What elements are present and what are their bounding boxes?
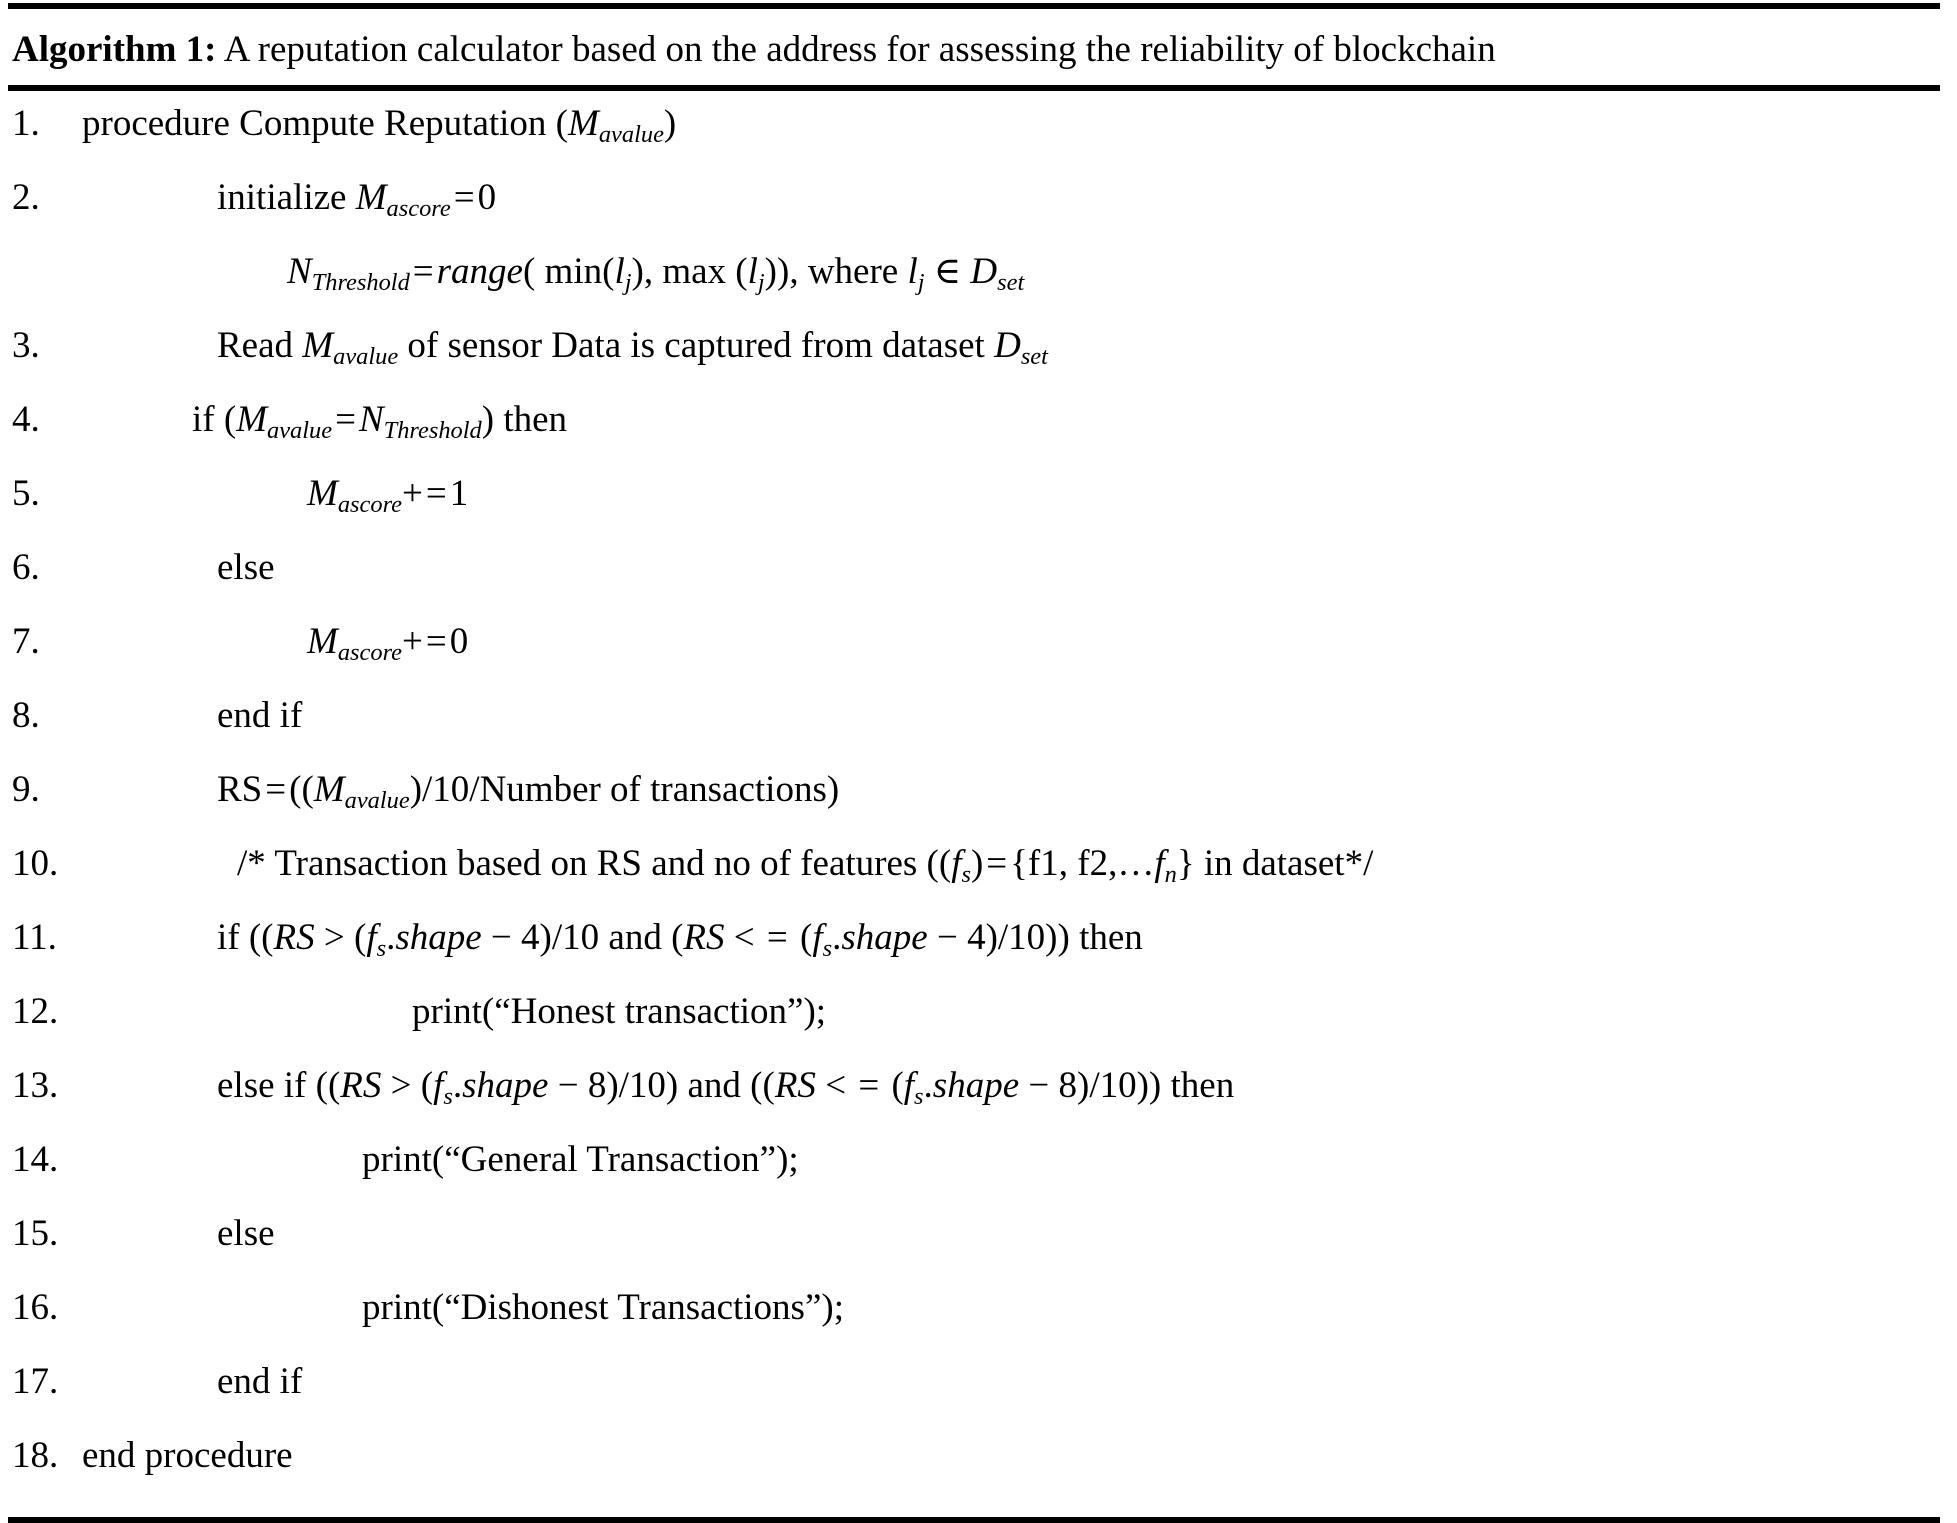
line-content: print(“Dishonest Transactions”); [362,1287,844,1328]
line-number: 11. [12,917,57,958]
line-content: $M_{ascore}+=1$ [307,473,469,518]
line-number: 12. [12,991,59,1032]
algorithm-line [8,105,1940,179]
algorithm-title [8,9,1940,85]
line-number: 3. [12,325,40,366]
line-content: $RS=((M_{avalue})/10$/Number of transactions) [217,769,840,814]
algorithm-line [8,993,1940,1067]
line-content: end if [217,1361,303,1402]
bottom-rule [8,1517,1940,1523]
line-number: 2. [12,177,40,218]
line-content: if (($RS > (f_s.shape - 4)/10$ and (RS < = $(f_s.shape - 4)/10$)) then [217,917,1143,962]
line-content: procedure Compute Reputation $(M_{avalue})$ [82,103,677,148]
algorithm-line [8,845,1940,919]
algorithm-block [8,0,1940,1523]
algorithm-line [8,253,1940,327]
line-content: print(“Honest transaction”); [412,991,827,1032]
algorithm-line [8,475,1940,549]
line-content: print(“General Transaction”); [362,1139,799,1180]
line-content: $M_{ascore}+=0$ [307,621,469,666]
algorithm-line [8,1363,1940,1437]
line-number: 10. [12,843,59,884]
algorithm-line [8,549,1940,623]
line-number: 6. [12,547,40,588]
algorithm-line [8,1141,1940,1215]
algorithm-line [8,771,1940,845]
line-content: if $(M_{avalue}=N_{Threshold})$ then [192,399,568,444]
algorithm-line [8,1437,1940,1511]
line-content: else if ($(RS > (f_s.shape - 8)/10)$ and ((RS < = $(f_s.shape - 8)/10$)) then [217,1065,1235,1110]
line-number: 7. [12,621,40,662]
algorithm-steps [8,91,1940,1511]
line-content: end procedure [82,1435,293,1476]
algorithm-line [8,623,1940,697]
algorithm-title-text: A reputation calculator based on the address for assessing the reliability of blockchain [216,29,1496,70]
algorithm-line [8,327,1940,401]
algorithm-line [8,179,1940,253]
line-number: 1. [12,103,40,144]
algorithm-label: Algorithm 1: [12,29,217,70]
line-number: 8. [12,695,40,736]
algorithm-line [8,1289,1940,1363]
line-number: 17. [12,1361,59,1402]
algorithm-line [8,919,1940,993]
line-number: 15. [12,1213,59,1254]
line-number: 13. [12,1065,59,1106]
line-number: 9. [12,769,40,810]
line-content: /* Transaction based on RS and no of features ($(f_s)=\{f1$, $f2,\dots f_n$} in dataset*/ [237,843,1374,888]
line-number: 16. [12,1287,59,1328]
line-number: 5. [12,473,40,514]
line-content: $N_{Threshold}=range$( $\min(l_j)$, $\max (l_j)$), where $l_j$ ∈ $D_{set}$ [287,251,1025,296]
line-content: end if [217,695,303,736]
algorithm-line [8,401,1940,475]
line-content: Read $M_{avalue}$ of sensor Data is captured from dataset $D_{set}$ [217,325,1048,370]
line-number: 18. [12,1435,59,1476]
line-content: else [217,1213,275,1254]
line-number: 14. [12,1139,59,1180]
algorithm-line [8,1215,1940,1289]
algorithm-line [8,1067,1940,1141]
line-content: initialize $M_{ascore}=0$ [217,177,497,222]
line-number: 4. [12,399,40,440]
line-content: else [217,547,275,588]
algorithm-line [8,697,1940,771]
